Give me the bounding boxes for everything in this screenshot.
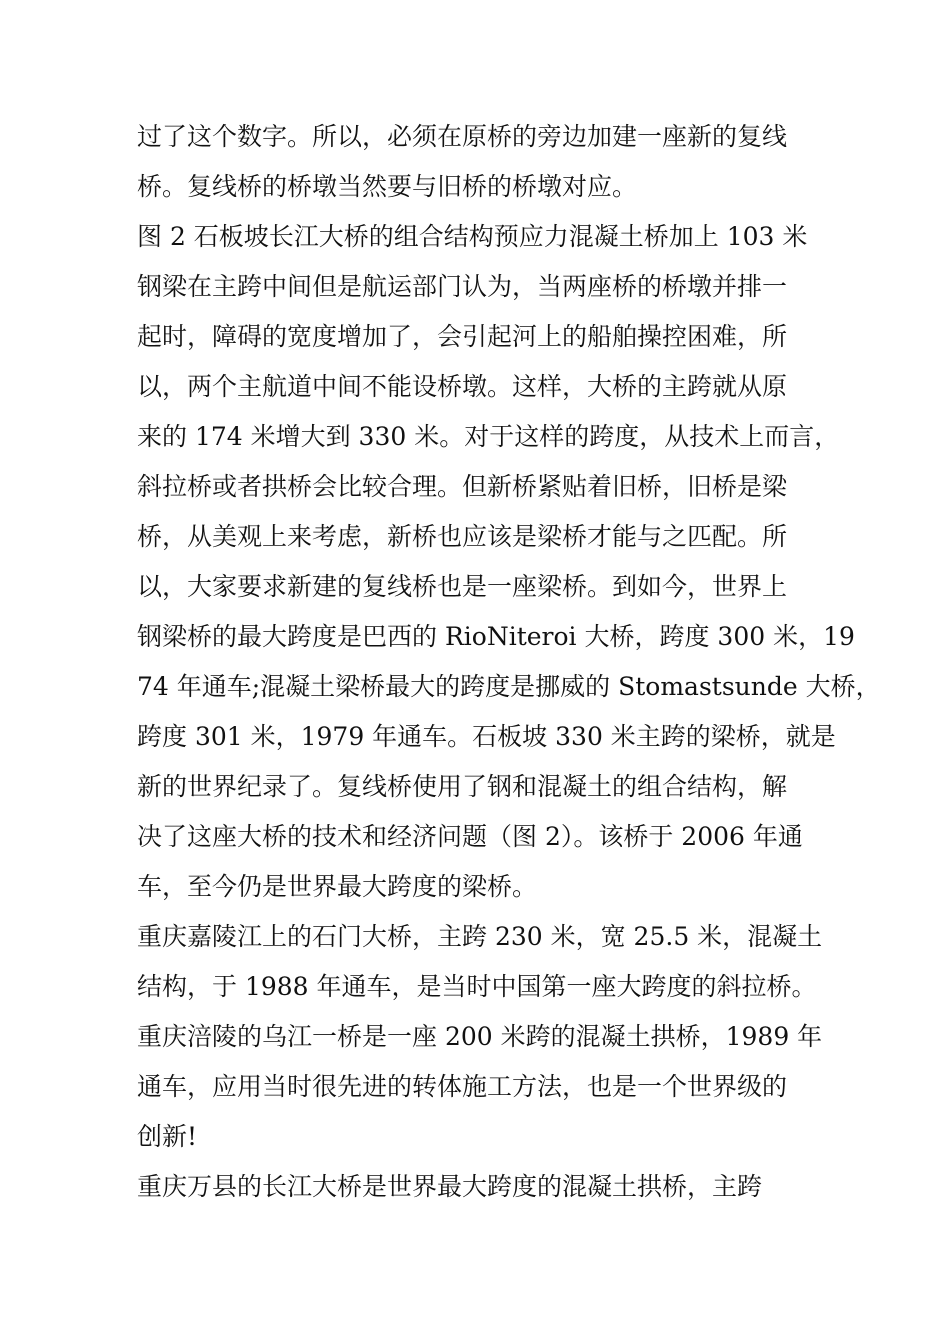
- text-line: 以，两个主航道中间不能设桥墩。这样，大桥的主跨就从原: [137, 372, 788, 401]
- text-line: 结构，于 1988 年通车，是当时中国第一座大跨度的斜拉桥。: [137, 972, 817, 1001]
- text-line: 起时，障碍的宽度增加了，会引起河上的船舶操控困难，所: [137, 322, 788, 351]
- text-line: 车，至今仍是世界最大跨度的梁桥。: [137, 872, 538, 901]
- text-line: 决了这座大桥的技术和经济问题（图 2）。该桥于 2006 年通: [137, 822, 803, 851]
- text-line: 桥。复线桥的桥墩当然要与旧桥的桥墩对应。: [137, 172, 638, 201]
- text-line: 重庆万县的长江大桥是世界最大跨度的混凝土拱桥，主跨: [137, 1172, 763, 1201]
- figure-caption-line: 图 2 石板坡长江大桥的组合结构预应力混凝土桥加上 103 米: [137, 222, 808, 251]
- text-line: 通车，应用当时很先进的转体施工方法，也是一个世界级的: [137, 1072, 788, 1101]
- text-line: 创新!: [137, 1122, 198, 1151]
- text-line: 74 年通车;混凝土梁桥最大的跨度是挪威的 Stomastsunde 大桥，: [137, 672, 881, 701]
- body-text: [137, 112, 881, 1212]
- text-line: 来的 174 米增大到 330 米。对于这样的跨度，从技术上而言，: [137, 422, 840, 451]
- text-line: 斜拉桥或者拱桥会比较合理。但新桥紧贴着旧桥，旧桥是梁: [137, 472, 788, 501]
- text-line: 钢梁在主跨中间但是航运部门认为，当两座桥的桥墩并排一: [137, 272, 788, 301]
- text-line: 重庆嘉陵江上的石门大桥，主跨 230 米，宽 25.5 米，混凝土: [137, 922, 823, 951]
- text-line: 钢梁桥的最大跨度是巴西的 RioNiteroi 大桥，跨度 300 米，19: [137, 622, 855, 651]
- text-line: 新的世界纪录了。复线桥使用了钢和混凝土的组合结构，解: [137, 772, 788, 801]
- text-line: 跨度 301 米，1979 年通车。石板坡 330 米主跨的梁桥，就是: [137, 722, 836, 751]
- text-line: 桥，从美观上来考虑，新桥也应该是梁桥才能与之匹配。所: [137, 522, 788, 551]
- text-line: 重庆涪陵的乌江一桥是一座 200 米跨的混凝土拱桥，1989 年: [137, 1022, 823, 1051]
- text-line: 以，大家要求新建的复线桥也是一座梁桥。到如今，世界上: [137, 572, 788, 601]
- text-line: 过了这个数字。所以，必须在原桥的旁边加建一座新的复线: [137, 122, 788, 151]
